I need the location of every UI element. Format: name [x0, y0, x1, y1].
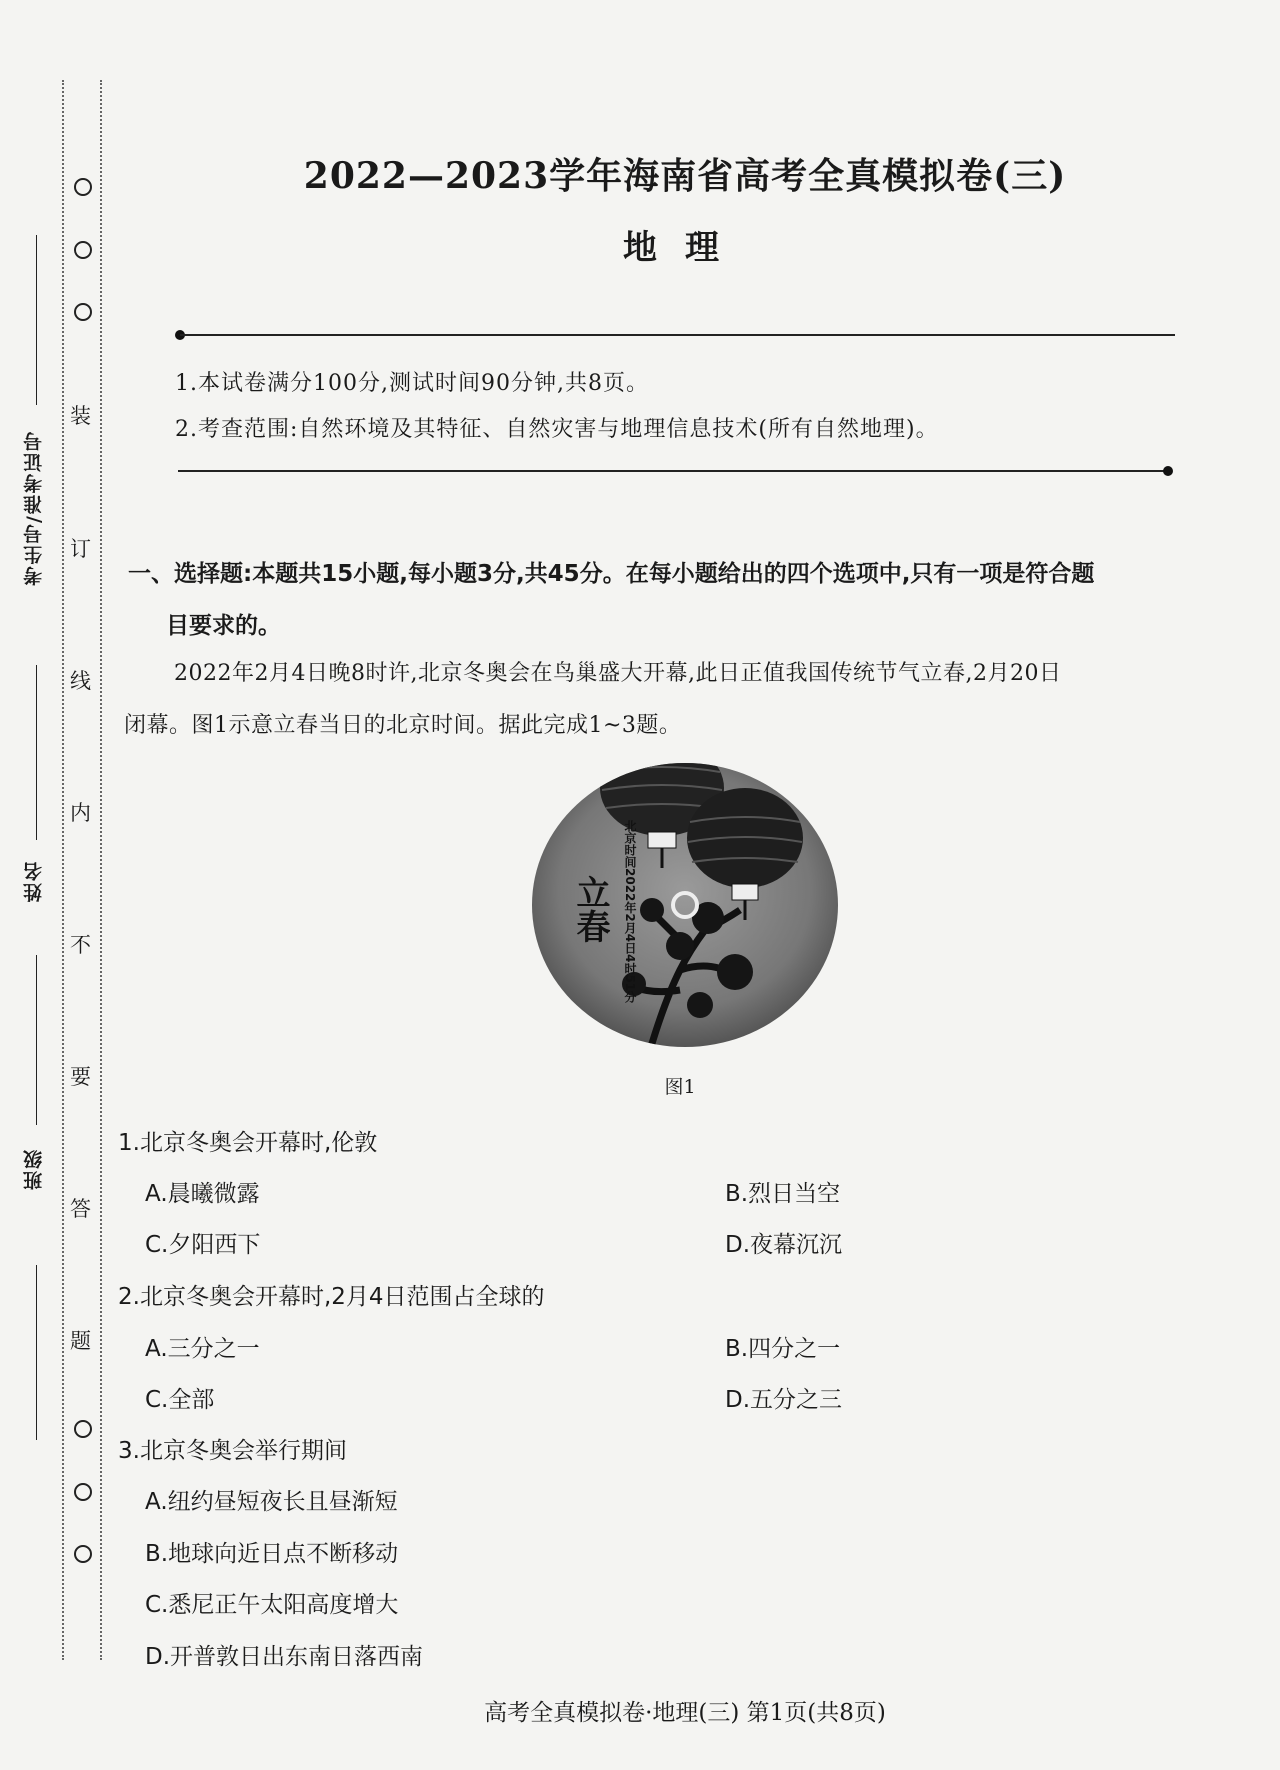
seal-char: 线 [70, 669, 91, 693]
seal-char: 题 [70, 1329, 91, 1353]
binding-hole-circle [74, 1545, 92, 1563]
field-label-exam-number: 考生号/准考证号 [23, 430, 45, 586]
question-1-stem: 1.北京冬奥会开幕时,伦敦 [118, 1130, 378, 1156]
question-1-option-d: D.夜幕沉沉 [725, 1232, 843, 1258]
figure-small-text: 北京时间2022年2月4日4时51分 [623, 820, 637, 1004]
field-line [36, 1265, 37, 1440]
section-heading-line-2: 目要求的。 [166, 613, 281, 639]
figure-caption: 图1 [664, 1076, 696, 1098]
section-heading [128, 548, 1258, 652]
binding-dotted-line-right [100, 80, 102, 1660]
question-3-option-c: C.悉尼正午太阳高度增大 [145, 1592, 399, 1618]
question-2-option-b: B.四分之一 [725, 1336, 841, 1362]
question-1-option-b: B.烈日当空 [725, 1181, 841, 1207]
question-3-option-a: A.纽约昼短夜长且昼渐短 [145, 1489, 398, 1515]
field-line [36, 955, 37, 1125]
top-rule [180, 334, 1175, 336]
question-1-option-c: C.夕阳西下 [145, 1232, 261, 1258]
question-2-option-a: A.三分之一 [145, 1336, 260, 1362]
question-3-stem: 3.北京冬奥会举行期间 [118, 1438, 347, 1464]
figure-1-image [530, 760, 840, 1050]
seal-char: 装 [70, 404, 91, 428]
question-2-option-d: D.五分之三 [725, 1387, 843, 1413]
intro-line-1: 2022年2月4日晚8时许,北京冬奥会在鸟巢盛大开幕,此日正值我国传统节气立春,2月20日 [174, 661, 1062, 686]
field-label-name: 姓名 [23, 860, 45, 902]
bottom-rule [178, 470, 1168, 472]
note-line-1: 1.本试卷满分100分,测试时间90分钟,共8页。 [175, 371, 649, 396]
section-heading-line-1: 一、选择题:本题共15小题,每小题3分,共45分。在每小题给出的四个选项中,只有一项是符合题 [128, 561, 1095, 587]
subject-title: 地理 [623, 228, 747, 268]
field-label-class: 班级 [23, 1148, 45, 1190]
page-footer: 高考全真模拟卷·地理(三) 第1页(共8页) [484, 1700, 886, 1726]
question-3-option-b: B.地球向近日点不断移动 [145, 1541, 399, 1567]
seal-char: 不 [70, 933, 91, 957]
seal-char: 内 [70, 801, 91, 825]
question-2-option-c: C.全部 [145, 1387, 215, 1413]
intro-line-2: 闭幕。图1示意立春当日的北京时间。据此完成1~3题。 [124, 713, 682, 738]
rule-dot-right [1163, 466, 1173, 476]
field-line [36, 665, 37, 840]
binding-hole-circle [74, 303, 92, 321]
binding-dotted-line-left [62, 80, 64, 1660]
note-line-2: 2.考查范围:自然环境及其特征、自然灾害与地理信息技术(所有自然地理)。 [175, 417, 939, 442]
seal-char: 订 [70, 537, 91, 561]
exam-title: 2022—2023学年海南省高考全真模拟卷(三) [303, 155, 1067, 197]
question-intro [124, 648, 1254, 752]
binding-hole-circle [74, 1483, 92, 1501]
figure-big-text: 立春 [570, 875, 610, 943]
seal-char: 要 [70, 1065, 91, 1089]
binding-hole-circle [74, 1420, 92, 1438]
seal-char: 答 [70, 1197, 91, 1221]
question-2-stem: 2.北京冬奥会开幕时,2月4日范围占全球的 [118, 1284, 545, 1310]
question-3-option-d: D.开普敦日出东南日落西南 [145, 1644, 424, 1670]
question-1-option-a: A.晨曦微露 [145, 1181, 260, 1207]
